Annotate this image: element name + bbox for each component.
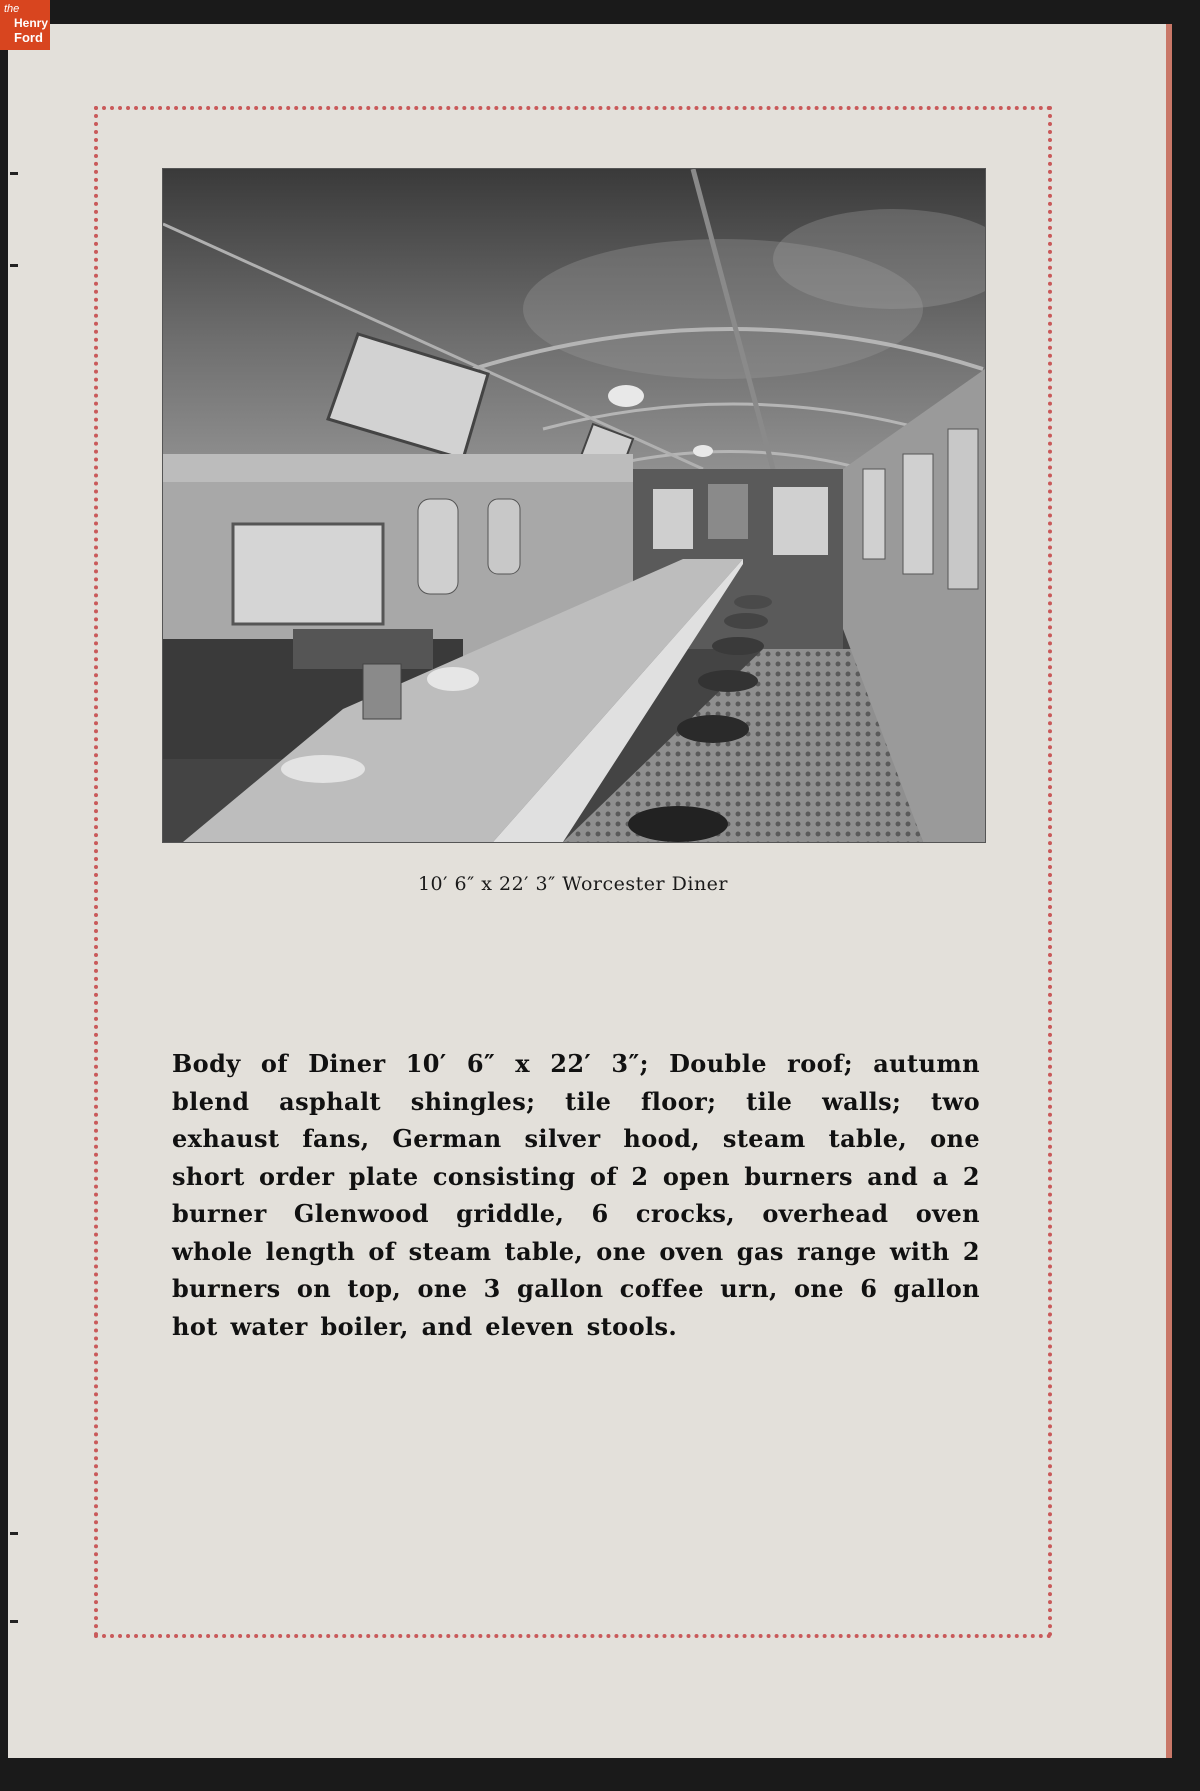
description-paragraph: Body of Diner 10′ 6″ x 22′ 3″; Double roof; autumn blend asphalt shingles; tile floor; tile walls; two exhaust fans, German silver hood, steam table, one short order plate consisting of 2 open burners and a 2 burner Glenwood griddle, 6 crocks, overhead oven whole length of steam table, one oven gas range with 2 burners on top, one 3 gallon coffee urn, one 6 gallon hot water boiler, and eleven stools.: [172, 1049, 980, 1341]
binding-mark: [10, 1620, 18, 1623]
henry-ford-logo: the Henry Ford: [0, 0, 50, 50]
binding-mark: [10, 264, 18, 267]
diner-interior-photo: [162, 168, 986, 843]
binding-mark: [10, 1532, 18, 1535]
photo-caption: 10′ 6″ x 22′ 3″ Worcester Diner: [417, 873, 729, 895]
binding-mark: [10, 172, 18, 175]
